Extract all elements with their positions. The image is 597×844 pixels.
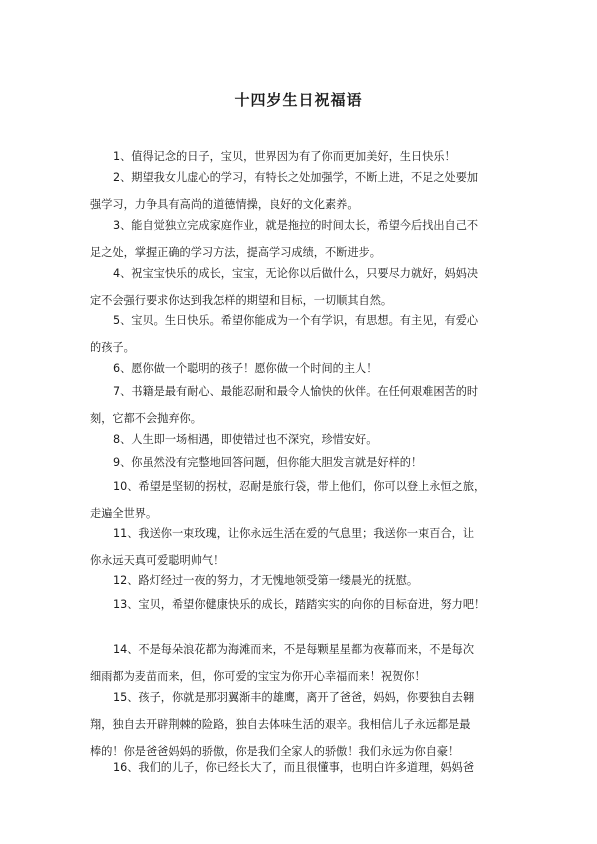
paragraph-10 [90,473,510,527]
paragraph-line: 棒的！你是爸爸妈妈的骄傲，你是我们全家人的骄傲！我们永远为你自豪！ [90,745,460,758]
paragraph-line: 13、宝贝，希望你健康快乐的成长，踏踏实实的向你的目标奋进，努力吧！ [113,598,486,611]
paragraph-13 [90,591,510,618]
paragraph-line: 刻，它都不会抛弃你。 [90,412,202,425]
paragraph-15 [90,684,510,765]
paragraph-line: 2、期望我女儿虚心的学习，有特长之处加强学，不断上进，不足之处要加 [113,171,479,184]
paragraph-line: 7、书籍是最有耐心、最能忍耐和最令人愉快的伙伴。在任何艰难困苦的时 [113,385,479,398]
paragraph-4 [90,260,510,314]
paragraph-line: 足之处，掌握正确的学习方法，提高学习成绩，不断进步。 [90,246,381,259]
paragraph-line: 15、孩子，你就是那羽翼渐丰的雄鹰，离开了爸爸，妈妈，你要独自去翱 [113,691,475,704]
paragraph-line: 8、人生即一场相遇，即使错过也不深究，珍惜安好。 [113,433,378,446]
paragraph-line: 你永远天真可爱聪明帅气！ [90,554,225,567]
paragraph-5 [90,307,510,361]
paragraph-line: 11、我送你一束玫瑰，让你永远生活在爱的气息里；我送你一束百合，让 [113,527,475,540]
paragraph-3 [90,212,510,266]
paragraph-line: 6、愿你做一个聪明的孩子！愿你做一个时间的主人！ [113,362,378,375]
paragraph-12 [90,567,510,594]
paragraph-line: 细雨都为麦苗而来，但，你可爱的宝宝为你开心幸福而来！祝贺你！ [90,670,426,683]
paragraph-line: 16、我们的儿子，你已经长大了，而且很懂事，也明白许多道理，妈妈爸 [113,761,475,774]
paragraph-9 [90,449,510,476]
paragraph-line: 强学习，力争具有高尚的道德情操，良好的文化素养。 [90,198,359,211]
paragraph-line: 14、不是每朵浪花都为海滩而来，不是每颗星星都为夜幕而来，不是每次 [113,643,475,656]
page-title: 十四岁生日祝福语 [234,91,363,109]
paragraph-line: 的孩子。 [90,341,135,354]
paragraph-line: 12、路灯经过一夜的努力，才无愧地领受第一缕晨光的抚慰。 [113,574,419,587]
paragraph-2 [90,164,510,218]
paragraph-line: 9、你虽然没有完整地回答问题，但你能大胆发言就是好样的！ [113,456,423,469]
paragraph-line: 10、希望是坚韧的拐杖，忍耐是旅行袋，带上他们，你可以登上永恒之旅， [113,480,486,493]
paragraph-line: 4、祝宝宝快乐的成长，宝宝，无论你以后做什么，只要尽力就好，妈妈决 [113,267,479,280]
paragraph-line: 5、宝贝。生日快乐。希望你能成为一个有学识，有思想。有主见，有爱心 [113,314,479,327]
paragraph-14 [90,636,510,690]
paragraph-7 [90,378,510,432]
paragraph-16 [90,754,510,781]
paragraph-11 [90,520,510,574]
paragraph-line: 走遍全世界。 [90,507,158,520]
paragraph-line: 定不会强行要求你达到我怎样的期望和目标，一切顺其自然。 [90,294,393,307]
paragraph-line: 1、值得记念的日子，宝贝，世界因为有了你而更加美好，生日快乐！ [113,150,456,163]
paragraph-line: 3、能自觉独立完成家庭作业，就是拖拉的时间太长，希望今后找出自己不 [113,219,479,232]
paragraph-line: 翔，独自去开辟荆棘的险路，独自去体味生活的艰辛。我相信儿子永远都是最 [90,718,471,731]
